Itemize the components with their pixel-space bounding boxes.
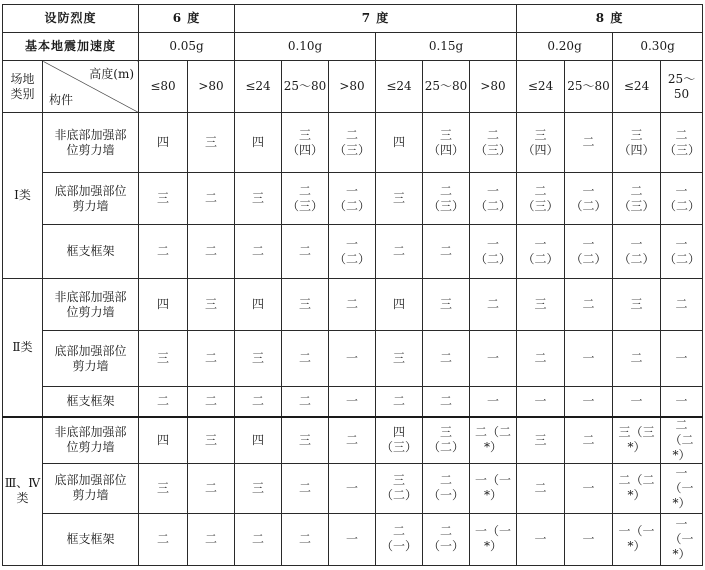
height-col-10: ≤24 <box>613 61 661 113</box>
grade-cell: 二 <box>235 387 282 417</box>
grade-cell: 二（三） <box>517 173 565 225</box>
height-col-8: ≤24 <box>517 61 565 113</box>
grade-cell: 一 <box>329 513 376 565</box>
grade-cell: 三 <box>282 417 329 464</box>
grade-cell: 一（二） <box>470 225 517 279</box>
site-class-cell: Ⅲ、Ⅳ类 <box>3 417 43 566</box>
grade-cell: 二（三） <box>613 173 661 225</box>
grade-cell: 一 <box>565 513 613 565</box>
grade-cell: 二 <box>139 513 188 565</box>
grade-cell: 二 <box>376 387 423 417</box>
pga-020: 0.20g <box>517 33 613 61</box>
grade-cell: 一 <box>661 331 703 387</box>
member-label: 构件 <box>49 93 74 108</box>
grade-cell: 一 <box>470 331 517 387</box>
height-col-3: 25～80 <box>282 61 329 113</box>
grade-cell: 二（三） <box>661 113 703 173</box>
grade-cell: 二 <box>613 331 661 387</box>
grade-cell: 一（二） <box>329 173 376 225</box>
height-col-0: ≤80 <box>139 61 188 113</box>
grade-cell: 二（三） <box>329 113 376 173</box>
grade-cell: 三（二） <box>376 463 423 513</box>
grade-cell: 二（一） <box>376 513 423 565</box>
grade-cell: 一（一*） <box>613 513 661 565</box>
grade-cell: 四 <box>139 279 188 331</box>
grade-cell: 一（二） <box>661 173 703 225</box>
member-cell: 底部加强部位剪力墙 <box>43 331 139 387</box>
grade-cell: 一（二） <box>565 225 613 279</box>
grade-cell: 一（二） <box>613 225 661 279</box>
grade-cell: 二 <box>282 331 329 387</box>
grade-cell: 四 <box>139 417 188 464</box>
grade-cell: 一（一*） <box>470 463 517 513</box>
site-class-label: 场地类别 <box>3 61 43 113</box>
grade-cell: 三 <box>423 279 470 331</box>
grade-cell: 二 <box>235 513 282 565</box>
grade-cell: 一（二） <box>470 173 517 225</box>
grade-cell: 二 <box>517 331 565 387</box>
grade-cell: 四 <box>235 417 282 464</box>
grade-cell: 二 <box>188 463 235 513</box>
member-cell: 底部加强部位剪力墙 <box>43 173 139 225</box>
member-cell: 框支框架 <box>43 387 139 417</box>
grade-cell: 二 <box>661 279 703 331</box>
grade-cell: 一（二） <box>329 225 376 279</box>
grade-cell: 二 <box>282 463 329 513</box>
grade-cell: 四 <box>376 279 423 331</box>
grade-cell: 三 <box>235 463 282 513</box>
grade-cell: 二 <box>329 279 376 331</box>
grade-cell: 一（二） <box>661 225 703 279</box>
grade-cell: 三 <box>235 173 282 225</box>
grade-cell: 二 <box>565 113 613 173</box>
grade-cell: 三 <box>139 173 188 225</box>
site-class-cell: Ⅰ类 <box>3 113 43 279</box>
grade-cell: 二 <box>188 513 235 565</box>
grade-cell: 一 <box>329 331 376 387</box>
grade-cell: 三 <box>376 173 423 225</box>
height-col-1: >80 <box>188 61 235 113</box>
grade-cell: 二 <box>188 331 235 387</box>
height-col-5: ≤24 <box>376 61 423 113</box>
grade-cell: 二 <box>376 225 423 279</box>
grade-cell: 一（一*） <box>661 513 703 565</box>
grade-cell: 二（二*） <box>613 463 661 513</box>
height-col-4: >80 <box>329 61 376 113</box>
grade-cell: 一（二） <box>517 225 565 279</box>
grade-cell: 三 <box>139 331 188 387</box>
grade-cell: 一 <box>517 513 565 565</box>
grade-cell: 四 <box>235 279 282 331</box>
member-cell: 非底部加强部位剪力墙 <box>43 113 139 173</box>
grade-cell: 二（二*） <box>661 417 703 464</box>
grade-cell: 三（三*） <box>613 417 661 464</box>
grade-cell: 一（一*） <box>470 513 517 565</box>
grade-cell: 一 <box>565 463 613 513</box>
height-col-6: 25～80 <box>423 61 470 113</box>
grade-cell: 二（三） <box>282 173 329 225</box>
grade-cell: 一 <box>517 387 565 417</box>
seismic-grade-table <box>2 4 703 566</box>
member-cell: 框支框架 <box>43 513 139 565</box>
pga-label: 基本地震加速度 <box>3 33 139 61</box>
grade-cell: 二 <box>470 279 517 331</box>
height-col-9: 25～80 <box>565 61 613 113</box>
grade-cell: 一 <box>565 331 613 387</box>
grade-cell: 二（一） <box>423 513 470 565</box>
grade-cell: 二 <box>235 225 282 279</box>
grade-cell: 三（四） <box>613 113 661 173</box>
height-col-2: ≤24 <box>235 61 282 113</box>
grade-cell: 四 <box>235 113 282 173</box>
grade-cell: 二 <box>565 417 613 464</box>
grade-cell: 四（三） <box>376 417 423 464</box>
grade-cell: 三（四） <box>423 113 470 173</box>
height-label: 高度(m) <box>89 67 135 82</box>
grade-cell: 三 <box>188 417 235 464</box>
grade-cell: 三 <box>613 279 661 331</box>
grade-cell: 二 <box>188 173 235 225</box>
pga-015: 0.15g <box>376 33 517 61</box>
grade-cell: 二 <box>282 513 329 565</box>
grade-cell: 一 <box>329 387 376 417</box>
grade-cell: 三 <box>139 463 188 513</box>
grade-cell: 三（四） <box>282 113 329 173</box>
grade-cell: 一 <box>613 387 661 417</box>
grade-cell: 二 <box>423 387 470 417</box>
pga-010: 0.10g <box>235 33 376 61</box>
grade-cell: 一 <box>329 463 376 513</box>
grade-cell: 二 <box>282 387 329 417</box>
grade-cell: 三 <box>188 279 235 331</box>
intensity-label: 设防烈度 <box>3 5 139 33</box>
grade-cell: 二 <box>329 417 376 464</box>
grade-cell: 二 <box>139 387 188 417</box>
grade-cell: 四 <box>376 113 423 173</box>
grade-cell: 二（三） <box>470 113 517 173</box>
grade-cell: 二 <box>423 225 470 279</box>
grade-cell: 三（四） <box>517 113 565 173</box>
pga-005: 0.05g <box>139 33 235 61</box>
grade-cell: 二（三） <box>423 173 470 225</box>
grade-cell: 三（二） <box>423 417 470 464</box>
intensity-6: 6 度 <box>139 5 235 33</box>
grade-cell: 二 <box>188 387 235 417</box>
grade-cell: 一 <box>565 387 613 417</box>
pga-030: 0.30g <box>613 33 703 61</box>
member-cell: 底部加强部位剪力墙 <box>43 463 139 513</box>
grade-cell: 三 <box>282 279 329 331</box>
height-member-header <box>43 61 139 113</box>
height-col-7: >80 <box>470 61 517 113</box>
grade-cell: 四 <box>139 113 188 173</box>
grade-cell: 二（一） <box>423 463 470 513</box>
grade-cell: 一 <box>661 387 703 417</box>
grade-cell: 二 <box>565 279 613 331</box>
member-cell: 非底部加强部位剪力墙 <box>43 417 139 464</box>
grade-cell: 三 <box>376 331 423 387</box>
site-class-cell: Ⅱ类 <box>3 279 43 417</box>
grade-cell: 三 <box>235 331 282 387</box>
grade-cell: 一 <box>470 387 517 417</box>
height-col-11: 25～50 <box>661 61 703 113</box>
intensity-8: 8 度 <box>517 5 703 33</box>
grade-cell: 三 <box>188 113 235 173</box>
grade-cell: 一（二） <box>565 173 613 225</box>
grade-cell: 二 <box>282 225 329 279</box>
grade-cell: 二 <box>139 225 188 279</box>
grade-cell: 二 <box>517 463 565 513</box>
grade-cell: 二 <box>188 225 235 279</box>
intensity-7: 7 度 <box>235 5 517 33</box>
grade-cell: 二（二*） <box>470 417 517 464</box>
grade-cell: 一（一*） <box>661 463 703 513</box>
member-cell: 非底部加强部位剪力墙 <box>43 279 139 331</box>
member-cell: 框支框架 <box>43 225 139 279</box>
grade-cell: 二 <box>423 331 470 387</box>
grade-cell: 三 <box>517 417 565 464</box>
grade-cell: 三 <box>517 279 565 331</box>
